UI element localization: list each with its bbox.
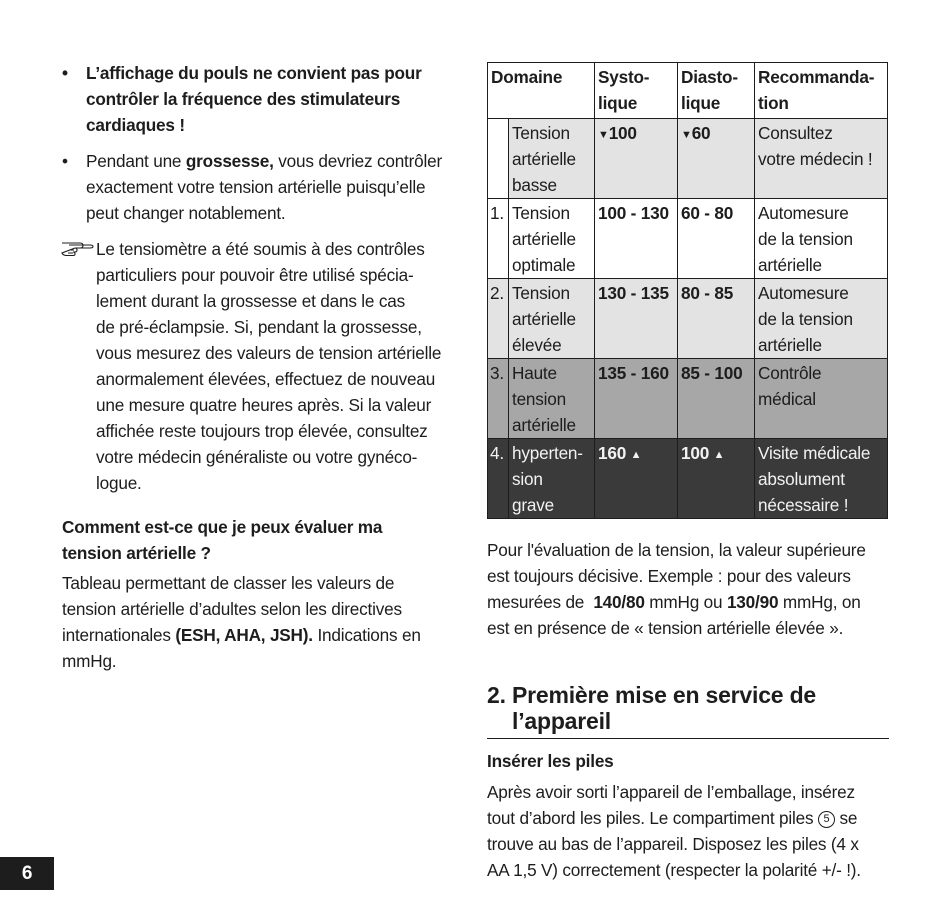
circled-number-icon: 5 [818, 811, 835, 828]
recommendation [755, 439, 888, 519]
text-run: tout d’abord les piles. Le compartiment piles [487, 808, 818, 828]
header-diastolique [678, 63, 755, 119]
table-intro-paragraph [62, 570, 464, 674]
page-number: 6 [0, 857, 54, 890]
text-run: Pendant une [86, 151, 186, 171]
left-column [62, 60, 464, 674]
row-label [509, 279, 595, 359]
warning-line: L’affichage du pouls ne convient pas pour [86, 63, 422, 83]
row-number: 1. [488, 199, 509, 279]
row-number: 2. [488, 279, 509, 359]
header-line: Recommanda- [758, 67, 875, 87]
note-line: lement durant la grossesse et dans le cas [96, 291, 405, 311]
battery-paragraph [487, 779, 889, 883]
text-run: mesurées de [487, 592, 594, 612]
header-recommandation [755, 63, 888, 119]
header-line: lique [598, 93, 638, 113]
note-line: votre médecin généraliste ou votre gynéco- [96, 447, 418, 467]
label-line: sion [512, 469, 543, 489]
recom-line: Visite médicale [758, 443, 871, 463]
text-run: mmHg ou [644, 592, 727, 612]
pregnancy-bullet [62, 148, 464, 226]
arrow-down-icon: ▼ [681, 129, 692, 141]
header-line: Diasto- [681, 67, 738, 87]
recom-line: Consultez [758, 123, 833, 143]
value-text: 100 [608, 123, 637, 143]
label-line: Tension [512, 123, 570, 143]
recom-line: Contrôle [758, 363, 822, 383]
para-line: mmHg. [62, 651, 117, 671]
right-column [487, 62, 889, 641]
systolic-value: 135 - 160 [595, 359, 678, 439]
row-number: 4. [488, 439, 509, 519]
guidelines-emphasis: (ESH, AHA, JSH). [175, 625, 313, 645]
recom-line: artérielle [758, 335, 822, 355]
label-line: élevée [512, 335, 562, 355]
para-line: est toujours décisive. Exemple : pour des valeurs [487, 566, 851, 586]
systolic-value [595, 119, 678, 199]
note-line: une mesure quatre heures après. Si la valeur [96, 395, 432, 415]
emphasis-pregnancy: grossesse, [185, 151, 274, 171]
label-line: artérielle [512, 229, 576, 249]
section-heading [487, 682, 889, 734]
note-line: de pré-éclampsie. Si, pendant la grossesse, [96, 317, 422, 337]
para-line [62, 622, 464, 648]
recom-line: de la tension [758, 229, 853, 249]
section-title-line: Première mise en service de [512, 682, 817, 708]
text-run: Indications en [312, 625, 421, 645]
para-line: trouve au bas de l’appareil. Disposez les piles (4 x [487, 834, 859, 854]
row-label [509, 439, 595, 519]
battery-subheading: Insérer les piles [487, 751, 614, 771]
label-line: Haute [512, 363, 557, 383]
row-number [488, 119, 509, 199]
pacemaker-warning [62, 60, 464, 138]
value-text: 60 [691, 123, 711, 143]
para-line: Tableau permettant de classer les valeurs de [62, 573, 395, 593]
evaluation-paragraph [487, 537, 889, 641]
warning-line: cardiaques ! [86, 115, 185, 135]
heading-line: Comment est-ce que je peux évaluer ma [62, 517, 383, 537]
header-line: tion [758, 93, 789, 113]
section-title-line: l’appareil [512, 708, 611, 734]
note-line: affichée reste toujours trop élevée, consultez [96, 421, 428, 441]
label-line: artérielle [512, 149, 576, 169]
header-domaine: Domaine [488, 63, 595, 119]
arrow-up-icon: ▲ [713, 449, 725, 461]
label-line: Tension [512, 203, 570, 223]
systolic-value: 100 - 130 [595, 199, 678, 279]
note-line: Le tensiomètre a été soumis à des contrôles [96, 239, 425, 259]
systolic-value: 130 - 135 [595, 279, 678, 359]
recom-line: votre médecin ! [758, 149, 873, 169]
value-text: 160 [598, 443, 627, 463]
recommendation [755, 279, 888, 359]
label-line: optimale [512, 255, 576, 275]
section-number: 2. [487, 682, 506, 708]
pregnancy-line: peut changer notablement. [86, 203, 286, 223]
arrow-down-icon: ▼ [598, 129, 609, 141]
pregnancy-line [86, 148, 464, 174]
label-line: grave [512, 495, 554, 515]
header-systolique [595, 63, 678, 119]
text-run: se [834, 808, 858, 828]
recom-line: artérielle [758, 255, 822, 275]
recom-line: nécessaire ! [758, 495, 849, 515]
example-value: 130/90 [726, 592, 779, 612]
table-row [488, 439, 888, 519]
row-number: 3. [488, 359, 509, 439]
diastolic-value [678, 119, 755, 199]
table-row [488, 119, 888, 199]
para-line: est en présence de « tension artérielle élevée ». [487, 618, 844, 638]
recommendation [755, 359, 888, 439]
heading-line: tension artérielle ? [62, 543, 211, 563]
text-run: vous devriez contrôler [273, 151, 443, 171]
bullet-marker: • [62, 151, 68, 171]
table-row [488, 279, 888, 359]
pregnancy-line: exactement votre tension artérielle puisqu’elle [86, 177, 426, 197]
warning-line: contrôler la fréquence des stimulateurs [86, 89, 401, 109]
para-line: tension artérielle d’adultes selon les directives [62, 599, 402, 619]
header-line: Systo- [598, 67, 650, 87]
recom-line: Automesure [758, 203, 849, 223]
para-line: Pour l'évaluation de la tension, la valeur supérieure [487, 540, 866, 560]
note-line: anormalement élevées, effectuez de nouveau [96, 369, 436, 389]
value-text: 100 [681, 443, 710, 463]
para-line [487, 805, 889, 831]
table-header-row [488, 63, 888, 119]
arrow-up-icon: ▲ [630, 449, 642, 461]
row-label [509, 359, 595, 439]
label-line: artérielle [512, 415, 576, 435]
diastolic-value: 60 - 80 [678, 199, 755, 279]
systolic-value [595, 439, 678, 519]
diastolic-value: 85 - 100 [678, 359, 755, 439]
row-label [509, 119, 595, 199]
bullet-marker: • [62, 63, 68, 83]
recommendation [755, 119, 888, 199]
recom-line: Automesure [758, 283, 849, 303]
diastolic-value [678, 439, 755, 519]
row-label [509, 199, 595, 279]
label-line: hyperten- [512, 443, 583, 463]
header-line: lique [681, 93, 721, 113]
recom-line: absolument [758, 469, 845, 489]
recom-line: de la tension [758, 309, 853, 329]
example-value: 140/80 [593, 592, 645, 612]
note-line: particuliers pour pouvoir être utilisé spécia- [96, 265, 414, 285]
table-row [488, 359, 888, 439]
pregnancy-note [60, 236, 464, 496]
text-run: mmHg, on [778, 592, 861, 612]
table-row [488, 199, 888, 279]
label-line: Tension [512, 283, 570, 303]
para-line [487, 589, 889, 615]
note-line: logue. [96, 473, 142, 493]
label-line: basse [512, 175, 557, 195]
para-line: Après avoir sorti l’appareil de l’emballage, insérez [487, 782, 855, 802]
note-line: vous mesurez des valeurs de tension artérielle [96, 343, 442, 363]
label-line: artérielle [512, 309, 576, 329]
para-line: AA 1,5 V) correctement (respecter la polarité +/- !). [487, 860, 861, 880]
blood-pressure-table [487, 62, 888, 519]
recom-line: médical [758, 389, 816, 409]
section-divider [487, 738, 889, 739]
pointing-hand-icon [60, 238, 96, 256]
label-line: tension [512, 389, 567, 409]
evaluation-heading [62, 514, 464, 566]
text-run: internationales [62, 625, 176, 645]
recommendation [755, 199, 888, 279]
diastolic-value: 80 - 85 [678, 279, 755, 359]
